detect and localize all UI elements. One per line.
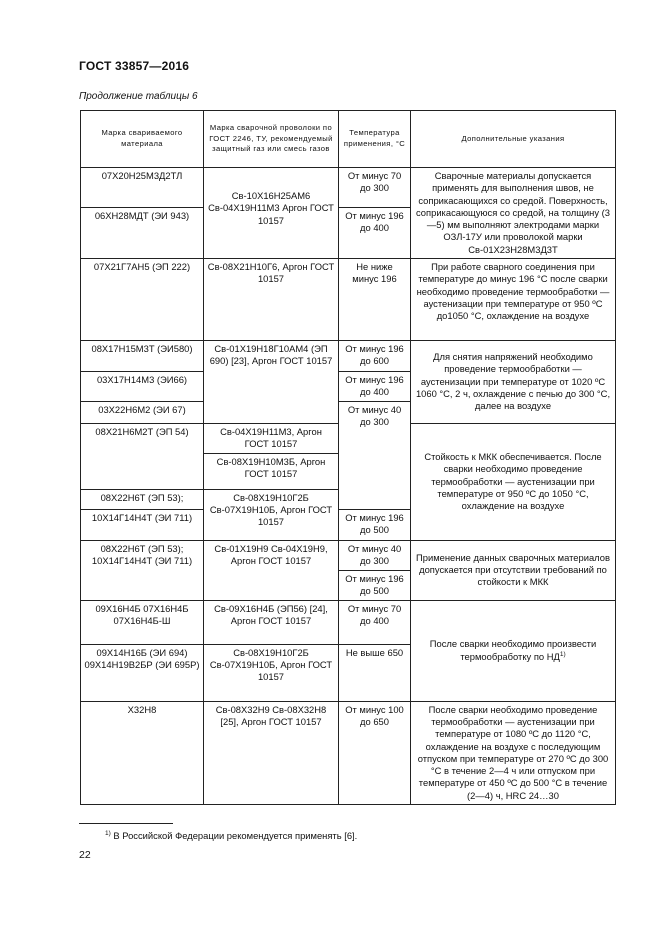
- wire-cell: Св-08Х32Н9 Св-08Х32Н8 [25], Аргон ГОСТ 10157: [204, 701, 339, 804]
- footnote-text: В Российской Федерации рекомендуется применять [6].: [113, 830, 358, 841]
- col-header-material: Марка свариваемого материала: [81, 111, 204, 168]
- temperature-cell: От минус 70 до 300: [339, 168, 411, 208]
- temperature-cell: От минус 70 до 400: [339, 600, 411, 644]
- col-header-notes: Дополнительные указания: [411, 111, 616, 168]
- wire-cell: Св-08Х19Н10Г2Б Св-07Х19Н10Б, Аргон ГОСТ 10157: [204, 489, 339, 540]
- temperature-cell: Не ниже минус 196: [339, 259, 411, 341]
- notes-cell: Сварочные материалы допускается применять для выполнения швов, не соприкасающихся со средой. Поверхность, соприкасающуюся со средой, на толщину (3—5) мм выполняют электродами марки ОЗЛ-17У или проволокой марки Св-01Х23Н28М3Д3Т: [411, 168, 616, 259]
- table-row: [81, 600, 616, 644]
- temperature-cell: От минус 196 до 600: [339, 341, 411, 372]
- notes-text: После сварки необходимо произвести термообработку по НД: [429, 638, 597, 662]
- temperature-cell: Не выше 650: [339, 644, 411, 701]
- material-cell: 03Х17Н14М3 (ЭИ66): [81, 372, 204, 402]
- notes-cell: Для снятия напряжений необходимо проведение термообработки — аустенизации при температуре от 1020 ºС 1060 °С, 2 ч, охлаждение с печью до 300 °С, далее на воздухе: [411, 341, 616, 424]
- temperature-cell: От минус 196 до 500: [339, 570, 411, 600]
- wire-cell: Св-09Х16Н4Б (ЭП56) [24], Аргон ГОСТ 10157: [204, 600, 339, 644]
- temperature-cell: От минус 196 до 500: [339, 509, 411, 540]
- material-cell: 06ХН28МДТ (ЭИ 943): [81, 207, 204, 258]
- temperature-cell: От минус 196 до 400: [339, 372, 411, 402]
- material-line: 08Х22Н6Т (ЭП 53);: [100, 542, 184, 554]
- col-header-temperature: Температура применения, °С: [339, 111, 411, 168]
- wire-cell: Св-01Х19Н9 Св-04Х19Н9, Аргон ГОСТ 10157: [204, 540, 339, 600]
- material-cell: 08Х17Н15М3Т (ЭИ580): [81, 341, 204, 372]
- wire-cell: Св-08Х19Н10Г2Б Св-07Х19Н10Б, Аргон ГОСТ 10157: [204, 644, 339, 701]
- notes-cell: После сварки необходимо проведение термообработки — аустенизации при температуре от 1080 ºС до 1120 °С, охлаждение на воздухе с последующим отпуском при температуре от 270 ºС до 300 °С в течение 2—4 ч или отпуском при температуре от 450 ºС до 500 °С в течение (2—4) ч, HRC 24…30: [411, 701, 616, 804]
- notes-cell: Применение данных сварочных материалов допускается при отсутствии требований по стойкости к МКК: [411, 540, 616, 600]
- table-row: [81, 540, 616, 570]
- wire-cell: [204, 168, 339, 259]
- material-cell: [81, 540, 204, 600]
- wire-cell: Св-04Х19Н11М3, Аргон ГОСТ 10157: [204, 423, 339, 453]
- temperature-cell: От минус 196 до 400: [339, 207, 411, 258]
- table-row: [81, 341, 616, 372]
- footnote: [105, 830, 357, 841]
- wire-cell: Св-08Х21Н10Г6, Аргон ГОСТ 10157: [204, 259, 339, 341]
- wire-cell: Св-01Х19Н18Г10АМ4 (ЭП 690) [23], Аргон ГОСТ 10157: [204, 341, 339, 424]
- table-row: [81, 168, 616, 208]
- material-cell: 03Х22Н6М2 (ЭИ 67): [81, 401, 204, 423]
- notes-cell: [411, 600, 616, 701]
- welding-materials-table: [80, 110, 616, 805]
- footnote-reference: 1): [559, 650, 566, 658]
- material-line: 10Х14Г14Н4Т (ЭИ 711): [91, 554, 193, 566]
- temperature-cell: От минус 40 до 300: [339, 401, 411, 509]
- wire-text: Св-10Х16Н25АМ6 Св-04Х19Н11М3 Аргон ГОСТ 10157: [208, 190, 334, 226]
- temperature-cell: От минус 40 до 300: [339, 540, 411, 570]
- material-cell: 10Х14Г14Н4Т (ЭИ 711): [81, 509, 204, 540]
- col-header-wire: Марка сварочной проволоки по ГОСТ 2246, ТУ, рекомендуемый защитный газ или смесь газов: [204, 111, 339, 168]
- footnote-divider: [79, 823, 173, 824]
- material-cell: 08Х22Н6Т (ЭП 53);: [81, 489, 204, 509]
- material-cell: 08Х21Н6М2Т (ЭП 54): [81, 423, 204, 489]
- table-row: [81, 701, 616, 804]
- material-cell: 07Х21Г7АН5 (ЭП 222): [81, 259, 204, 341]
- material-cell: Х32Н8: [81, 701, 204, 804]
- standard-title: ГОСТ 33857—2016: [79, 59, 190, 73]
- material-cell: 09Х16Н4Б 07Х16Н4Б 07Х16Н4Б-Ш: [81, 600, 204, 644]
- material-cell: 09Х14Н16Б (ЭИ 694) 09Х14Н19В2БР (ЭИ 695Р): [81, 644, 204, 701]
- notes-cell: При работе сварного соединения при температуре до минус 196 °С после сварки необходимо проведение термообработки — аустенизации при температуре от 950 ºС до1050 °С, охлаждение на воздухе: [411, 259, 616, 341]
- table-continuation-caption: Продолжение таблицы 6: [79, 91, 198, 102]
- footnote-mark: 1): [105, 829, 111, 837]
- material-cell: 07Х20Н25М3Д2ТЛ: [81, 168, 204, 208]
- wire-cell: Св-08Х19Н10М3Б, Аргон ГОСТ 10157: [204, 453, 339, 489]
- notes-cell: Стойкость к МКК обеспечивается. После сварки необходимо проведение термообработки — аустенизации при температуре от 950 ºС до 1050 °С, охлаждение на воздухе: [411, 423, 616, 540]
- temperature-cell: От минус 100 до 650: [339, 701, 411, 804]
- table-row: [81, 259, 616, 341]
- page-number: 22: [79, 849, 91, 861]
- table-header-row: [81, 111, 616, 168]
